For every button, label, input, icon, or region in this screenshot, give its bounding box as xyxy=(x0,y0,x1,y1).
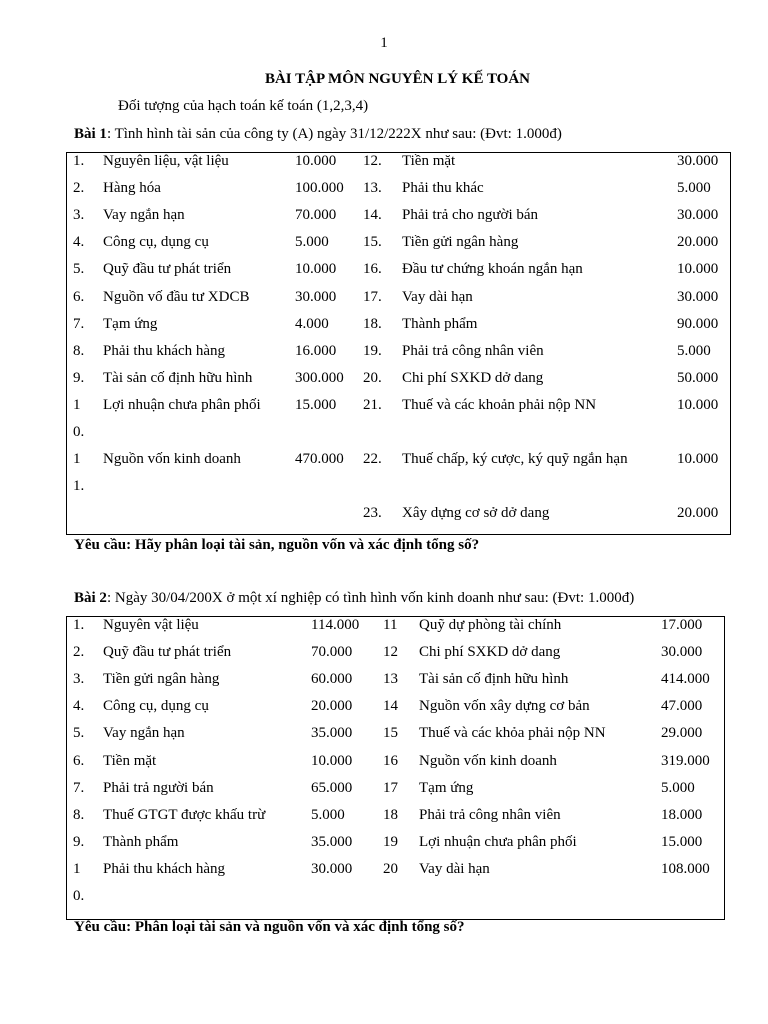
table-row xyxy=(67,505,730,532)
table-row xyxy=(67,478,730,505)
item-number: 23. xyxy=(363,505,382,522)
item-value: 5.000 xyxy=(661,779,695,796)
item-number: 5. xyxy=(73,725,85,742)
item-value: 4.000 xyxy=(295,315,329,332)
item-number: 12 xyxy=(383,644,398,661)
item-value: 35.000 xyxy=(311,833,353,850)
item-value: 30.000 xyxy=(661,644,703,661)
item-number: 3. xyxy=(73,207,85,224)
item-number: 5. xyxy=(73,261,85,278)
item-value: 70.000 xyxy=(311,644,353,661)
item-name: Phải trả người bán xyxy=(103,779,214,796)
item-value: 5.000 xyxy=(677,180,711,197)
table-row xyxy=(67,397,730,424)
item-value: 470.000 xyxy=(295,451,344,468)
subtitle: Đối tượng của hạch toán kế toán (1,2,3,4) xyxy=(118,98,369,114)
item-name: Nguồn vốn kinh doanh xyxy=(419,752,557,769)
item-name: Phải trả công nhân viên xyxy=(402,342,544,359)
item-number: 12. xyxy=(363,153,382,169)
item-name: Tiền gửi ngân hàng xyxy=(402,234,519,251)
item-name: Tiền mặt xyxy=(103,752,157,769)
item-number: 0. xyxy=(73,424,85,440)
item-number: 16 xyxy=(383,752,398,769)
item-name: Tạm ứng xyxy=(103,315,158,332)
item-number: 9. xyxy=(73,369,85,386)
exercise-2-text: : Ngày 30/04/200X ở một xí nghiệp có tình hình vốn kinh doanh như sau: (Đvt: 1.000đ) xyxy=(106,590,635,606)
item-number: 19 xyxy=(383,833,398,850)
item-value: 5.000 xyxy=(677,342,711,359)
item-value: 65.000 xyxy=(311,779,353,796)
table-row xyxy=(67,644,724,671)
item-name: Nguồn vố đầu tư XDCB xyxy=(103,288,250,305)
exercise-1-requirement: Yêu cầu: Hãy phân loại tài sản, nguồn vốn và xác định tổng số? xyxy=(74,537,480,553)
item-number: 7. xyxy=(73,779,85,796)
item-number: 20 xyxy=(383,860,398,877)
item-name: Tiền mặt xyxy=(402,153,456,169)
item-number: 1. xyxy=(73,478,85,495)
item-number: 7. xyxy=(73,315,85,332)
item-value: 30.000 xyxy=(295,288,337,305)
exercise-1-heading xyxy=(74,126,562,143)
item-number: 14 xyxy=(383,698,398,715)
item-name: Tạm ứng xyxy=(419,779,474,796)
item-value: 414.000 xyxy=(661,671,710,688)
item-name: Vay ngắn hạn xyxy=(103,207,185,224)
item-name: Quỹ đầu tư phát triển xyxy=(103,644,232,661)
table-row xyxy=(67,370,730,397)
item-number: 19. xyxy=(363,342,382,359)
item-value: 30.000 xyxy=(677,207,719,224)
table-row xyxy=(67,861,724,888)
table-row xyxy=(67,834,724,861)
item-name: Quỹ đầu tư phát triển xyxy=(103,261,232,278)
item-name: Nguồn vốn xây dựng cơ bản xyxy=(419,698,590,715)
item-value: 60.000 xyxy=(311,671,353,688)
item-number: 22. xyxy=(363,451,382,468)
item-value: 30.000 xyxy=(677,153,719,169)
item-value: 5.000 xyxy=(311,806,345,823)
item-value: 17.000 xyxy=(661,617,703,633)
item-name: Vay dài hạn xyxy=(419,860,490,877)
item-name: Chi phí SXKD dở dang xyxy=(419,644,561,661)
item-name: Phải trả cho người bán xyxy=(402,207,539,224)
item-value: 16.000 xyxy=(295,342,337,359)
item-value: 29.000 xyxy=(661,725,703,742)
table-row xyxy=(67,424,730,451)
item-number: 16. xyxy=(363,261,382,278)
item-name: Phải thu khác xyxy=(402,180,484,197)
table-row xyxy=(67,671,724,698)
table-row xyxy=(67,207,730,234)
item-name: Thuế chấp, ký cược, ký quỹ ngắn hạn xyxy=(402,451,628,468)
item-number: 8. xyxy=(73,806,85,823)
item-value: 15.000 xyxy=(295,396,337,413)
item-name: Vay ngắn hạn xyxy=(103,725,185,742)
item-name: Thuế và các khoản phải nộp NN xyxy=(402,396,597,413)
item-name: Lợi nhuận chưa phân phối xyxy=(419,833,577,850)
exercise-1-label: Bài 1 xyxy=(74,126,107,142)
item-number: 4. xyxy=(73,698,85,715)
item-value: 10.000 xyxy=(677,451,719,468)
item-name: Tài sản cố định hữu hình xyxy=(103,369,253,386)
item-number: 20. xyxy=(363,369,382,386)
item-name: Thuế và các khỏa phải nộp NN xyxy=(419,725,606,742)
item-number: 18. xyxy=(363,315,382,332)
item-name: Phải trả công nhân viên xyxy=(419,806,561,823)
table-row xyxy=(67,753,724,780)
item-name: Hàng hóa xyxy=(103,180,161,197)
item-number: 21. xyxy=(363,396,382,413)
item-number: 1. xyxy=(73,153,85,169)
item-name: Chi phí SXKD dở dang xyxy=(402,369,544,386)
item-value: 18.000 xyxy=(661,806,703,823)
exercise-2-requirement: Yêu cầu: Phân loại tài sản và nguồn vốn và xác định tổng số? xyxy=(74,919,465,935)
item-number: 2. xyxy=(73,644,85,661)
item-number: 17. xyxy=(363,288,382,305)
item-value: 300.000 xyxy=(295,369,344,386)
item-value: 90.000 xyxy=(677,315,719,332)
item-name: Đầu tư chứng khoán ngắn hạn xyxy=(402,261,583,278)
item-value: 50.000 xyxy=(677,369,719,386)
item-value: 10.000 xyxy=(677,396,719,413)
item-number: 13 xyxy=(383,671,398,688)
item-value: 35.000 xyxy=(311,725,353,742)
item-value: 20.000 xyxy=(677,505,719,522)
item-value: 10.000 xyxy=(295,153,337,169)
item-number: 11 xyxy=(383,617,398,633)
item-value: 5.000 xyxy=(295,234,329,251)
item-number: 1 xyxy=(73,451,81,468)
table-row xyxy=(67,698,724,725)
table-row xyxy=(67,316,730,343)
item-name: Nguyên vật liệu xyxy=(103,617,199,633)
item-number: 0. xyxy=(73,888,85,904)
item-value: 10.000 xyxy=(295,261,337,278)
item-value: 114.000 xyxy=(311,617,360,633)
table-row xyxy=(67,180,730,207)
item-number: 2. xyxy=(73,180,85,197)
table-row xyxy=(67,153,730,180)
item-name: Tài sản cố định hữu hình xyxy=(419,671,569,688)
table-row xyxy=(67,451,730,478)
item-name: Nguồn vốn kinh doanh xyxy=(103,451,241,468)
item-number: 9. xyxy=(73,833,85,850)
item-value: 319.000 xyxy=(661,752,710,769)
item-name: Tiền gửi ngân hàng xyxy=(103,671,220,688)
item-number: 15. xyxy=(363,234,382,251)
exercise-1-text: : Tình hình tài sản của công ty (A) ngày 31/12/222X như sau: (Đvt: 1.000đ) xyxy=(106,126,562,142)
item-value: 20.000 xyxy=(677,234,719,251)
item-number: 17 xyxy=(383,779,398,796)
table-row xyxy=(67,289,730,316)
exercise-1-table xyxy=(66,152,731,535)
item-number: 1. xyxy=(73,617,85,633)
item-value: 10.000 xyxy=(311,752,353,769)
item-number: 6. xyxy=(73,752,85,769)
item-value: 30.000 xyxy=(677,288,719,305)
item-name: Thuế GTGT được khấu trừ xyxy=(103,806,266,823)
item-number: 6. xyxy=(73,288,85,305)
table-row xyxy=(67,617,724,644)
exercise-2-label: Bài 2 xyxy=(74,590,107,606)
item-number: 1 xyxy=(73,396,81,413)
item-name: Công cụ, dụng cụ xyxy=(103,234,209,251)
item-value: 15.000 xyxy=(661,833,703,850)
item-value: 108.000 xyxy=(661,860,710,877)
item-value: 20.000 xyxy=(311,698,353,715)
item-name: Thành phẩm xyxy=(103,833,179,850)
item-name: Công cụ, dụng cụ xyxy=(103,698,209,715)
item-name: Nguyên liệu, vật liệu xyxy=(103,153,229,169)
item-number: 8. xyxy=(73,342,85,359)
page-title: BÀI TẬP MÔN NGUYÊN LÝ KẾ TOÁN xyxy=(264,71,531,87)
table-row xyxy=(67,343,730,370)
item-number: 4. xyxy=(73,234,85,251)
item-number: 15 xyxy=(383,725,398,742)
item-name: Vay dài hạn xyxy=(402,288,473,305)
item-name: Quỹ dự phòng tài chính xyxy=(419,617,562,633)
page-number: 1 xyxy=(380,35,388,51)
item-name: Phải thu khách hàng xyxy=(103,860,226,877)
item-value: 10.000 xyxy=(677,261,719,278)
item-value: 47.000 xyxy=(661,698,703,715)
item-number: 14. xyxy=(363,207,382,224)
table-row xyxy=(67,888,724,915)
item-name: Thành phẩm xyxy=(402,315,478,332)
item-value: 70.000 xyxy=(295,207,337,224)
item-number: 18 xyxy=(383,806,398,823)
item-name: Xây dựng cơ sở dở dang xyxy=(402,505,550,522)
table-row xyxy=(67,234,730,261)
item-value: 100.000 xyxy=(295,180,344,197)
item-name: Lợi nhuận chưa phân phối xyxy=(103,396,261,413)
table-row xyxy=(67,725,724,752)
table-row xyxy=(67,807,724,834)
item-number: 13. xyxy=(363,180,382,197)
table-row xyxy=(67,780,724,807)
item-number: 3. xyxy=(73,671,85,688)
item-name: Phải thu khách hàng xyxy=(103,342,226,359)
item-value: 30.000 xyxy=(311,860,353,877)
exercise-2-heading xyxy=(74,590,634,607)
item-number: 1 xyxy=(73,860,81,877)
table-row xyxy=(67,261,730,288)
exercise-2-table xyxy=(66,616,725,920)
